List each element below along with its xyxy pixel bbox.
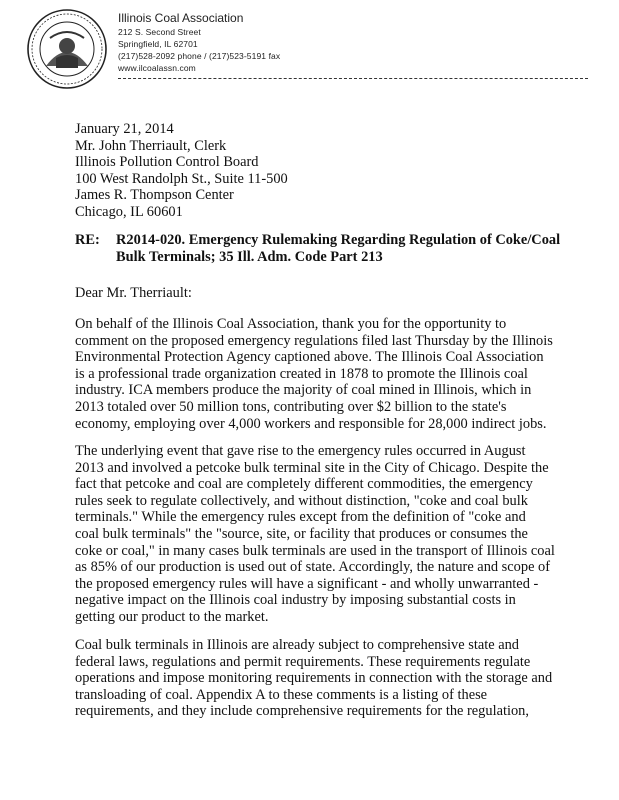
paragraph-line: terminals." While the emergency rules except from the definition of "coke and [75, 509, 526, 526]
paragraph-line: 2013 and involved a petcoke bulk terminal site in the City of Chicago. Despite the [75, 459, 549, 476]
paragraph-line: coal bulk terminals" the "source, site, or facility that produces or consumes the [75, 525, 528, 542]
recipient-city: Chicago, IL 60601 [75, 203, 183, 220]
paragraph-line: federal laws, regulations and permit requirements. These requirements regulate [75, 653, 531, 670]
paragraph-line: industry. ICA members produce the majority of coal mined in Illinois, which in [75, 382, 532, 399]
paragraph-line: as 85% of our production is used out of state. Accordingly, the nature and scope of [75, 559, 551, 576]
paragraph-line: economy, employing over 4,000 workers and responsible for 28,000 indirect jobs. [75, 415, 547, 432]
paragraph-line: comment on the proposed emergency regulations filed last Thursday by the Illinois [75, 332, 553, 349]
seal-icon [26, 8, 108, 90]
salutation: Dear Mr. Therriault: [75, 285, 192, 301]
paragraph-line: requirements, and they include comprehensive requirements for the regulation, [75, 703, 529, 720]
recipient-address1: 100 West Randolph St., Suite 11-500 [75, 170, 288, 187]
paragraph-line: 2013 totaled over 50 million tons, contributing over $2 billion to the state's [75, 398, 507, 415]
paragraph-line: operations and impose monitoring requirements in connection with the storage and [75, 670, 553, 687]
letter-date: January 21, 2014 [75, 121, 174, 137]
paragraph-2 [75, 443, 575, 626]
subject-line-1: R2014-020. Emergency Rulemaking Regarding Regulation of Coke/Coal [116, 232, 561, 248]
paragraph-line: negative impact on the Illinois coal industry by imposing substantial costs in [75, 592, 516, 609]
org-name: Illinois Coal Association [118, 11, 244, 25]
address-block [75, 121, 575, 221]
subject-block [75, 232, 595, 265]
paragraph-line: The underlying event that gave rise to the emergency rules occurred in August [75, 443, 526, 459]
paragraph-line: coke or coal," in many cases bulk terminals are used in the transport of Illinois coal [75, 542, 555, 559]
recipient-organization: Illinois Pollution Control Board [75, 154, 259, 171]
paragraph-line: transloading of coal. Appendix A to these comments is a listing of these [75, 686, 488, 703]
org-phone-fax: (217)528-2092 phone / (217)523-5191 fax [118, 51, 281, 61]
recipient-address2: James R. Thompson Center [75, 187, 234, 204]
paragraph-line: rules seek to regulate collectively, and without distinction, "coke and coal bulk [75, 492, 528, 509]
subject-line-2: Bulk Terminals; 35 Ill. Adm. Code Part 213 [116, 248, 383, 265]
paragraph-line: Environmental Protection Agency captioned above. The Illinois Coal Association [75, 349, 544, 366]
paragraph-1 [75, 316, 575, 432]
letterhead [118, 11, 280, 74]
org-city: Springfield, IL 62701 [118, 39, 198, 49]
org-street: 212 S. Second Street [118, 27, 201, 37]
recipient-name: Mr. John Therriault, Clerk [75, 137, 227, 154]
paragraph-line: is a professional trade organization created in 1878 to promote the Illinois coal [75, 365, 528, 382]
paragraph-line: getting our product to the market. [75, 608, 269, 625]
subject-label: RE: [75, 232, 100, 248]
paragraph-3 [75, 637, 575, 720]
letterhead-divider [118, 78, 588, 79]
paragraph-line: Coal bulk terminals in Illinois are already subject to comprehensive state and [75, 637, 519, 653]
paragraph-line: On behalf of the Illinois Coal Association, thank you for the opportunity to [75, 316, 507, 332]
paragraph-line: the proposed emergency rules will have a significant - and wholly unwarranted - [75, 575, 539, 592]
org-website: www.ilcoalassn.com [118, 63, 196, 73]
paragraph-line: fact that petcoke and coal are completely different commodities, the emergency [75, 476, 533, 493]
